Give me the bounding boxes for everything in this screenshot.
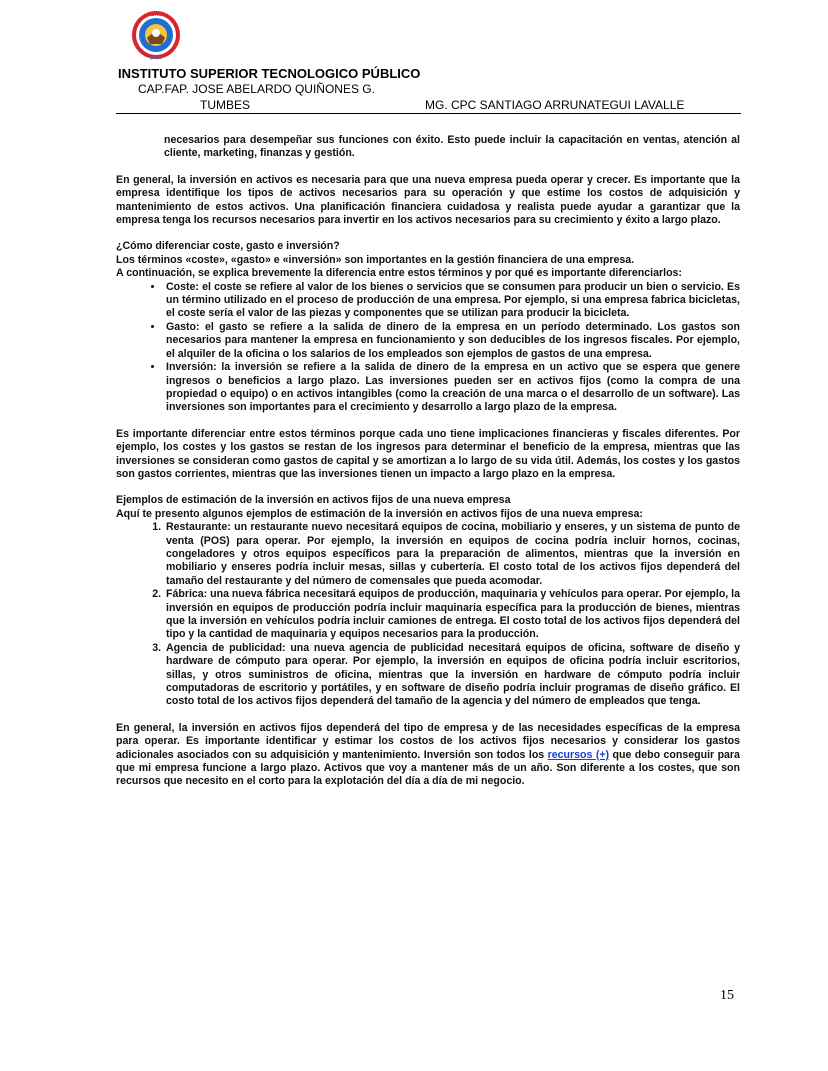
header-institute-name: CAP.FAP. JOSE ABELARDO QUIÑONES G. <box>138 82 375 96</box>
list-item-fabrica: 2. Fábrica: una nueva fábrica necesitará equipos de producción, maquinaria y vehículos para operar. Por ejemplo, la inversión en equipos de producción podría incluir maquinaria específica para la producción de bienes, mientras que la inversión en vehículos podría incluir camiones de entrega. El costo total de los activos fijos dependerá del tipo y la cantidad de maquinaria y equipos necesarios para la producción. <box>164 588 740 642</box>
heading-ejemplos: Ejemplos de estimación de la inversión en activos fijos de una nueva empresa <box>116 494 511 507</box>
logo-top-text: I.S.T.P. <box>147 13 165 18</box>
heading-diferenciar: ¿Cómo diferenciar coste, gasto e inversión? <box>116 240 340 253</box>
recursos-link[interactable]: recursos (+) <box>547 748 610 761</box>
bullet-list-terminos <box>116 281 740 415</box>
bullet-inversion: • Inversión: la inversión se refiere a la salida de dinero de la empresa en un activo que se espera que genere ingresos o beneficios a largo plazo. Las inversiones pueden ser en activos fijos (como la compra de una propiedad o equipo) o en activos intangibles (como la creación de una marca o el desarrollo de un software). Las inversiones son importantes para el crecimiento y desarrollo a largo plazo de la empresa. <box>164 361 740 415</box>
paragraph-general-activos: En general, la inversión en activos es necesaria para que una nueva empresa pueda operar y crecer. Es importante que la empresa identifique los tipos de activos necesarios para su operación y que estime los costos de adquisición y mantenimiento de estos activos. Una planificación financiera cuidadosa y realista puede ayudar a garantizar que la empresa tenga los recursos necesarios para invertir en los activos necesarios para su crecimiento y éxito a largo plazo. <box>116 173 740 227</box>
numbered-list-ejemplos <box>116 521 740 709</box>
page-content <box>116 134 740 789</box>
page-number: 15 <box>720 988 734 1003</box>
paragraph-importante: Es importante diferenciar entre estos términos porque cada uno tiene implicaciones financieras y fiscales diferentes. Por ejemplo, los costes y los gastos se restan de los ingresos para determinar el beneficio de la empresa, mientras que las inversiones se consideran como gastos de capital y se amortizan a lo largo de su vida útil. Además, los costes y los gastos son gastos corrientes, mientras que las inversiones tienen un impacto a largo plazo en la empresa. <box>116 427 740 480</box>
paragraph-continuation: necesarios para desempeñar sus funciones con éxito. Esto puede incluir la capacitación en ventas, atención al cliente, marketing, finanzas y gestión. <box>164 134 740 160</box>
paragraph-aqui: Aquí te presento algunos ejemplos de estimación de la inversión en activos fijos de una nueva empresa: <box>116 507 643 520</box>
paragraph-continuacion: A continuación, se explica brevemente la diferencia entre estos términos y por qué es importante diferenciarlos: <box>116 267 682 280</box>
list-item-restaurante: 1. Restaurante: un restaurante nuevo necesitará equipos de cocina, mobiliario y enseres, y un sistema de punto de venta (POS) para operar. Por ejemplo, la inversión en equipos de cocina podría incluir hornos, cocinas, congeladores y otros equipos específicos para la preparación de alimentos, mientras que la inversión en mobiliario y enseres podría incluir mesas, sillas y cubertería. El costo total de los activos fijos dependerá del tamaño del restaurante y del número de comensales que pueda acomodar. <box>164 521 740 588</box>
header-author: MG. CPC SANTIAGO ARRUNATEGUI LAVALLE <box>425 98 685 112</box>
header-city: TUMBES <box>200 98 251 112</box>
institute-logo <box>130 8 182 64</box>
paragraph-final-text-a: En general, la inversión en activos fijos dependerá del tipo de empresa y de las necesidades específicas de la empresa para operar. Es importante identificar y estimar los costos de los activos fijos necesarios y considerar los gastos adicionales asociados con su adquisición y mantenimiento. Inversión son todos los <box>116 721 740 761</box>
paragraph-final <box>116 722 740 789</box>
paragraph-final-text-b: que debo conseguir para que mi empresa funcione a largo plazo. Activos que voy a mantener más de un año. Son diferente a los costes, que son recursos que necesito en el corto para la explotación del día a día de mi negocio. <box>116 748 740 788</box>
bullet-coste: • Coste: el coste se refiere al valor de los bienes o servicios que se consumen para producir un bien o servicio. Es un término utilizado en el proceso de producción de una empresa. Por ejemplo, si una empresa fabrica bicicletas, el coste sería el valor de las piezas y componentes que se utilizan para producir la bicicleta. <box>164 281 740 321</box>
logo-bottom-text: JAQG <box>150 55 162 60</box>
header-institute: INSTITUTO SUPERIOR TECNOLOGICO PÚBLICO <box>118 66 421 81</box>
list-item-agencia: 3. Agencia de publicidad: una nueva agencia de publicidad necesitará equipos de oficina, software de diseño y hardware de cómputo para operar. Por ejemplo, la inversión en equipos de oficina podría incluir escritorios, sillas, y otros suministros de oficina, mientras que la inversión en hardware de cómputo podría incluir computadoras de escritorio y portátiles, y en software de diseño podría incluir programas de diseño gráfico. El costo total de los activos fijos dependerá del tamaño de la agencia y del número de empleados que tenga. <box>164 642 740 709</box>
paragraph-terminos: Los términos «coste», «gasto» e «inversión» son importantes en la gestión financiera de una empresa. <box>116 253 635 266</box>
header-divider <box>116 113 741 114</box>
bullet-gasto: • Gasto: el gasto se refiere a la salida de dinero de la empresa en un período determinado. Los gastos son necesarios para mantener la empresa en funcionamiento y son deducibles de los ingresos fiscales. Por ejemplo, el alquiler de la oficina o los salarios de los empleados son ejemplos de gastos de una empresa. <box>164 321 740 361</box>
